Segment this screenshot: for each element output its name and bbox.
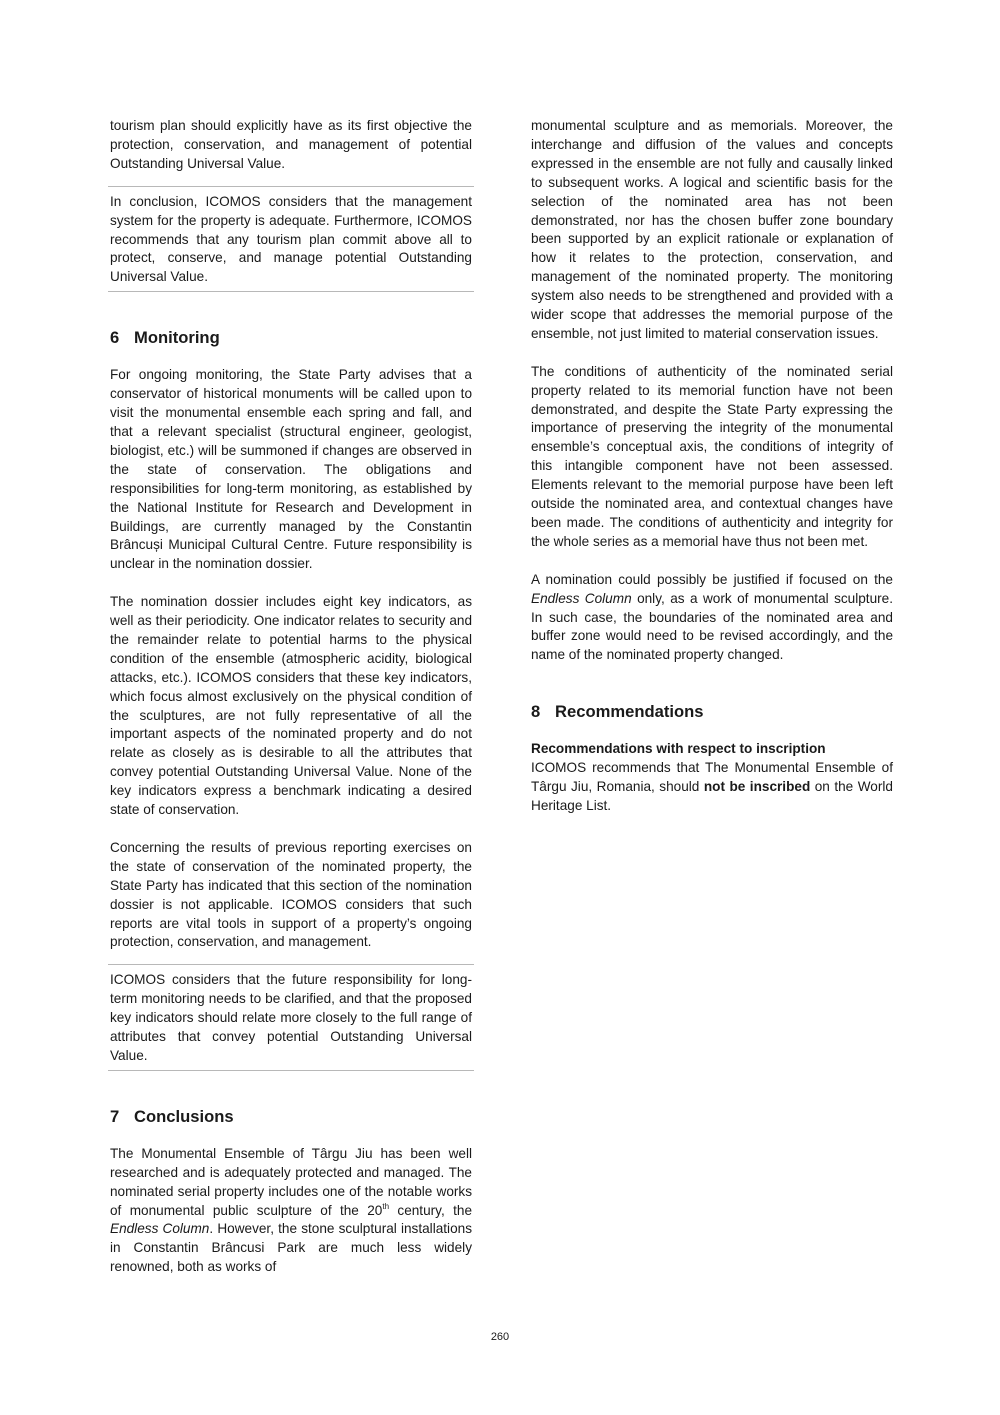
section-heading-conclusions — [110, 1107, 472, 1127]
left-column — [110, 117, 472, 1277]
paragraph-monitoring-2: The nomination dossier includes eight key indicators, as well as their periodicity. One indicator relates to security and the remainder relate to potential harms to the physical condition of the ensemble (atmospheric acidity, biological attacks, etc.). ICOMOS considers that these key indicators, which focus almost exclusively on the physical condition of the sculptures, are not fully representative of all the important aspects of the nominated property and do not relate as closely as is desirable to all the attributes that convey potential Outstanding Universal Value. None of the key indicators express a benchmark indicating a desired state of conservation. — [110, 594, 472, 818]
paragraph-monitoring-conclusion: ICOMOS considers that the future responsibility for long-term monitoring needs to be clarified, and that the proposed key indicators should relate more closely to the full range of attributes that convey potential Outstanding Universal Value. — [110, 972, 472, 1063]
section-heading-monitoring — [110, 328, 472, 348]
section-title: Recommendations — [555, 702, 704, 722]
subheading-inscription: Recommendations with respect to inscription — [531, 741, 826, 757]
section-number: 6 — [110, 328, 120, 348]
paragraph-management-conclusion: In conclusion, ICOMOS considers that the management system for the property is adequate. Furthermore, ICOMOS recommends that any tourism plan commit above all to protect, conserve, and manage potential Outstanding Universal Value. — [110, 193, 472, 285]
monitoring-conclusion-box — [108, 964, 474, 1071]
paragraph-authenticity: The conditions of authenticity of the nominated serial property related to its memorial function have not been demonstrated, and despite the State Party expressing the importance of preserving the integrity of the monumental ensemble’s conceptual axis, the conditions of integrity of this intangible component have not been assessed. Elements relevant to the memorial purpose have been left outside the nominated area, and contextual changes have been made. The conditions of authenticity and integrity for the whole series as a memorial have thus not been met. — [531, 363, 893, 549]
artwork-title: Endless Column — [110, 1221, 210, 1237]
section-title: Conclusions — [134, 1106, 234, 1126]
section-title: Monitoring — [134, 328, 220, 348]
paragraph-recommendation: ICOMOS recommends that The Monumental Ensemble of Târgu Jiu, Romania, should not be inscribed on the World Heritage List. — [531, 760, 893, 813]
artwork-title: Endless Column — [531, 590, 632, 606]
paragraph-tourism-plan: tourism plan should explicitly have as its first objective the protection, conservation, and management of potential Outstanding Universal Value. — [110, 118, 472, 171]
right-column — [531, 117, 893, 816]
page-number: 260 — [490, 1331, 510, 1343]
section-number: 7 — [110, 1106, 120, 1126]
paragraph-possible-nomination: A nomination could possibly be justified if focused on the Endless Column only, as a work of monumental sculpture. In such case, the boundaries of the nominated area and buffer zone would need to be revised accordingly, and the name of the nominated property changed. — [531, 571, 894, 663]
paragraph-monitoring-1: For ongoing monitoring, the State Party advises that a conservator of historical monuments will be called upon to visit the monumental ensemble each spring and fall, and that a relevant specialist (structural engineer, geologist, biologist, etc.) will be summoned if changes are observed in the state of conservation. The obligations and responsibilities for long-term monitoring, as established by the National Institute for Research and Development in Buildings, are currently managed by the Constantin Brâncuși Municipal Cultural Centre. Future responsibility is unclear in the nomination dossier. — [110, 367, 472, 572]
ordinal-suffix: th — [382, 1201, 390, 1211]
paragraph-conclusions: The Monumental Ensemble of Târgu Jiu has been well researched and is adequately protected and managed. The nominated serial property includes one of the notable works of monumental public sculpture of the 20th century, the Endless Column. However, the stone sculptural installations in Constantin Brâncusi Park are much less widely renowned, both as works of — [110, 1145, 472, 1275]
section-heading-recommendations — [531, 702, 893, 722]
paragraph-conclusions-continued: monumental sculpture and as memorials. Moreover, the interchange and diffusion of the values and concepts expressed in the ensemble are not fully and causally linked to subsequent works. A logical and scientific basis for the selection of the nominated area has not been demonstrated, nor has the chosen buffer zone boundary been supported by an explicit rationale or explanation of how it relates to the protection, conservation, and management of the nominated property. The monitoring system also needs to be strengthened and provided with a wider scope that addresses the memorial purpose of the ensemble, not just limited to material conservation issues. — [531, 118, 893, 341]
paragraph-monitoring-3: Concerning the results of previous reporting exercises on the state of conservation of the nominated property, the State Party has indicated that this section of the nomination dossier is not applicable. ICOMOS considers that such reports are vital tools in support of a property’s ongoing protection, conservation, and management. — [110, 839, 472, 950]
management-conclusion-box — [108, 186, 474, 293]
section-number: 8 — [531, 702, 541, 722]
recommendation-decision: not be inscribed — [703, 779, 811, 795]
